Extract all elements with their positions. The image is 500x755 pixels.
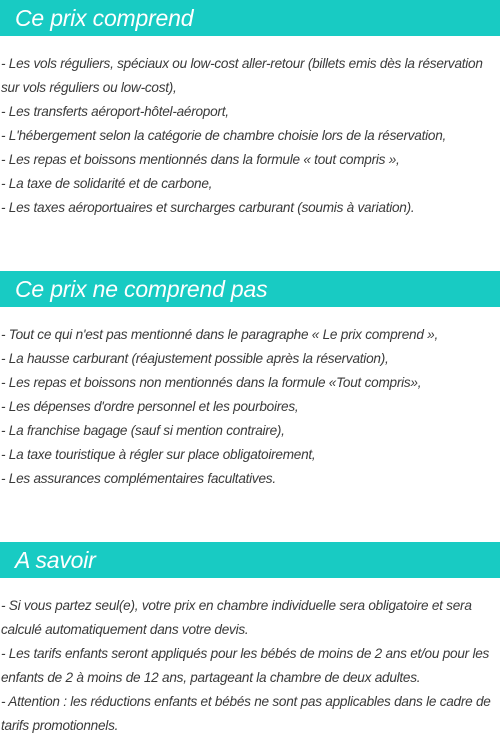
- list-item: - Si vous partez seul(e), votre prix en chambre individuelle sera obligatoire et sera calculé automatiquement dans votre devis.: [1, 598, 472, 637]
- list-item: - Tout ce qui n'est pas mentionné dans le paragraphe « Le prix comprend »,: [1, 327, 439, 342]
- list-item: - Les vols réguliers, spéciaux ou low-cost aller-retour (billets emis dès la réservation sur vols réguliers ou low-cost),: [1, 56, 483, 95]
- info-list: [0, 594, 500, 738]
- list-item: - La franchise bagage (sauf si mention contraire),: [1, 423, 285, 438]
- list-item: - La taxe de solidarité et de carbone,: [1, 176, 213, 191]
- list-item: - Attention : les réductions enfants et bébés ne sont pas applicables dans le cadre de tarifs promotionnels.: [1, 694, 491, 733]
- list-item: - Les taxes aéroportuaires et surcharges carburant (soumis à variation).: [1, 200, 415, 215]
- section-good-to-know: [0, 542, 500, 738]
- includes-list: [0, 52, 500, 220]
- excludes-list: [0, 323, 500, 491]
- list-item: - Les assurances complémentaires facultatives.: [1, 471, 276, 486]
- list-item: - Les transferts aéroport-hôtel-aéroport,: [1, 104, 229, 119]
- section-price-excludes: [0, 271, 500, 491]
- list-item: - Les dépenses d'ordre personnel et les pourboires,: [1, 399, 299, 414]
- list-item: - La taxe touristique à régler sur place obligatoirement,: [1, 447, 316, 462]
- list-item: - Les repas et boissons mentionnés dans la formule « tout compris »,: [1, 152, 400, 167]
- section-price-includes: [0, 0, 500, 220]
- section-header: [0, 271, 500, 307]
- section-header: [0, 542, 500, 578]
- list-item: - Les repas et boissons non mentionnés dans la formule «Tout compris»,: [1, 375, 422, 390]
- section-title: Ce prix comprend: [15, 4, 194, 31]
- section-title: A savoir: [15, 546, 96, 573]
- section-header: [0, 0, 500, 36]
- list-item: - La hausse carburant (réajustement possible après la réservation),: [1, 351, 389, 366]
- list-item: - Les tarifs enfants seront appliqués pour les bébés de moins de 2 ans et/ou pour les enfants de 2 à moins de 12 ans, partageant la chambre de deux adultes.: [1, 646, 490, 685]
- section-title: Ce prix ne comprend pas: [15, 275, 268, 302]
- list-item: - L'hébergement selon la catégorie de chambre choisie lors de la réservation,: [1, 128, 447, 143]
